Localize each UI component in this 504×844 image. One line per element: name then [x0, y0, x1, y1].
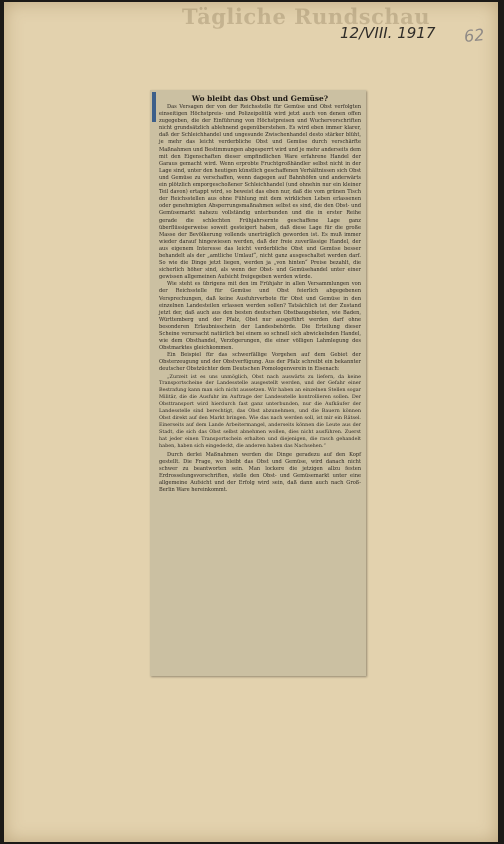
- archive-page-mark: 62: [463, 24, 486, 47]
- article-closing-paragraph: Durch derlei Maßnahmen werden die Dinge geradezu auf den Kopf gestellt. Die Frage, wo bleibt das Obst und Gemüse, wird danach nicht schwer zu beantworten sein. Man lockere die jetzigen allzu festen Erdrosselungsvorschriften, stelle den Obst- und Gemüsemarkt unter eine allgemeine Aufsicht und der Erfolg wird sein, daß dann auch nach Groß-Berlin Ware hereinkommt.: [159, 451, 361, 493]
- newspaper-clipping: [150, 90, 366, 676]
- article-quote: „Zurzeit ist es uns unmöglich, Obst nach auswärts zu liefern, da keine Transportscheine der Landesstelle ausgestellt werden, und der Gefahr einer Bestrafung kann man sich nicht aussetzen. Wir haben an einzelnen Stellen sogar Militär, die die Ausfuhr im Auftrage der Landesstelle kontrollieren sollen. Der Obsttransport wird hierdurch fast ganz unterbunden, nur die Aufkäufer der Landesstelle sind berechtigt, das Obst abzunehmen, und die Bauern können Obst direkt auf den Markt bringen. Wie das nach werden soll, ist mir ein Rätsel. Einerseits auf dem Lande Arbeitermangel, anderseits können die Leute aus der Stadt, die sich das Obst selbst abnehmen wollen, dies nicht ausführen. Zuerst hat jeder einen Transportschein erhalten und diejenigen, die rasch gehandelt haben, haben sich eingedeckt, die anderen haben das Nachsehen.“: [159, 373, 361, 449]
- handwritten-date: 12/VIII. 1917: [340, 24, 436, 42]
- article-body: [150, 90, 366, 494]
- clipping-ink-mark: [152, 92, 156, 122]
- article-paragraph: Ein Beispiel für das schwerfällige Vorgehen auf dem Gebiet der Obsterzeugung und der Obstverfügung. Aus der Pfalz schreibt ein bekannter deutscher Obstzüchter dem Deutschen Pomologenverein in Eisenach:: [159, 352, 361, 373]
- archive-sheet: [4, 2, 498, 842]
- article-headline: Wo bleibt das Obst und Gemüse?: [191, 94, 329, 103]
- newspaper-masthead: Tägliche Rundschau: [182, 4, 431, 29]
- article-paragraph: Das Versagen der von der Reichsstelle für Gemüse und Obst verfolgten einseitigen Höchstpreis- und Polizeipolitik wird jetzt auch von denen offen zugegeben, die der Einführung von Höchstpreisen und Wuchervorschriften nicht grundsätzlich ablehnend gegenüberstehen. Es wird eben immer klarer, daß der Schleichhandel und ungesunde Zwischenhandel desto stärker blüht, je mehr das leicht verderbliche Obst und Gemüse durch verschärfte Maßnahmen und Bestimmungen abgesperrt wird und je mehr anderseits dem mit den Eigenschaften dieser empfindlichen Ware erfahrene Handel der Garaus gemacht wird. Wenn erprobte Fruchtgroßhändler selbst nicht in der Lage sind, unter den heutigen künstlich geschaffenen Verhältnissen sich Obst und Gemüse zu verschaffen, wenn dagegen auf Bahnhöfen und anderwärts ein plötzlich emporgeschoßener Schleichhandel (und ohnehin nur ein kleiner Teil davon) ertappt wird, so beweist das eben nur, daß die vom grünen Tisch der Reichsstellen aus ohne Fühlung mit dem wirklichen Leben erlassenen oder genehmigten Absperrungsmaßnahmen selbst es sind, die den Obst- und Gemüsemarkt nahezu vollständig unterbunden und die in erster Reihe gerade die schlechten Frühjahrsernte geschaffene Lage ganz überflüssigerweise soweit gesteigert haben, daß diese Lage für die große Masse der Bevölkerung vollends unerträglich geworden ist. Es muß immer wieder darauf hingewiesen werden, daß der freie zuverlässige Handel, der aus eigenem Interesse das leicht verderbliche Obst und Gemüse besser behandelt als der „amtliche Umlauf“, nicht ganz ausgeschaltet werden darf. So wie die Dinge jetzt liegen, werden ja „von hinten“ Preise bezahlt, die sicherlich höher sind, als wenn der Obst- und Gemüsehandel unter einer gewissen allgemeinen Aufsicht freigegeben werden würde.: [159, 104, 361, 281]
- article-paragraph: Wie steht es übrigens mit den im Frühjahr in allen Versammlungen von der Reichsstelle für Gemüse und Obst feierlich abgegebenen Versprechungen, daß keine Ausfuhrverbote für Obst und Gemüse in den einzelnen Landesteilen erlassen werden sollen? Tatsächlich ist der Zustand jetzt der, daß auch aus den besten deutschen Obstbaugebieten, wie Baden, Württemberg und der Pfalz, Obst nur ausgeführt werden darf ohne besonderen Erlaubnisschein der Landesbehörde. Die Erteilung dieser Scheine verursacht natürlich bei einem so schnell sich abwickelnden Handel, wie dem Obsthandel, Verzögerungen, die einer völligen Lahmlegung des Obstmarktes gleichkommen.: [159, 281, 361, 352]
